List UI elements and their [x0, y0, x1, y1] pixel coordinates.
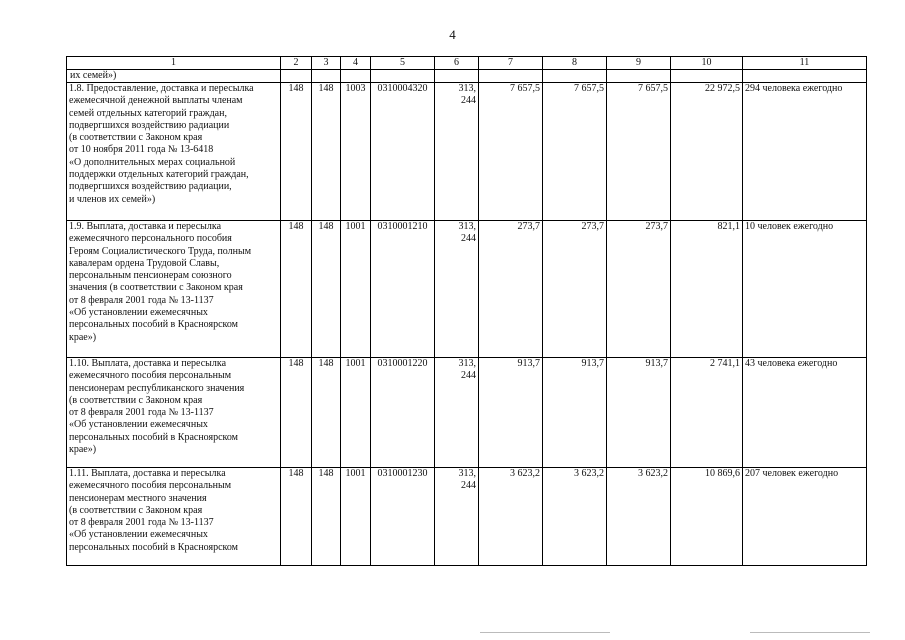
cell-col-9: 273,7	[607, 221, 671, 358]
cell-col-7: 913,7	[479, 358, 543, 468]
cell-col-2: 148	[281, 221, 312, 358]
cell-col-2: 148	[281, 358, 312, 468]
header-col-8: 8	[543, 57, 607, 70]
scan-edge-line	[750, 632, 870, 633]
cell-col-4: 1001	[341, 358, 371, 468]
cell-col-10: 10 869,6	[671, 468, 743, 566]
table-row	[67, 83, 867, 221]
header-row	[67, 57, 867, 70]
row-description: 1.9. Выплата, доставка и пересылка ежемесячного персонального пособия Героям Социалистического Труда, полным кавалерам ордена Трудовой Славы, персональным пенсионерам союзного значения (в соответствии с Законом края от 8 февраля 2001 года № 13-1137 «Об установлении ежемесячных персональных пособий в Красноярском крае»)	[67, 221, 281, 358]
cell-col-2: 148	[281, 468, 312, 566]
cell-col-3: 148	[312, 83, 341, 221]
header-col-9: 9	[607, 57, 671, 70]
cell-col-5: 0310001220	[371, 358, 435, 468]
cell-col-7: 7 657,5	[479, 83, 543, 221]
cell-col-9: 7 657,5	[607, 83, 671, 221]
cell-col-7: 273,7	[479, 221, 543, 358]
cell-col-8: 913,7	[543, 358, 607, 468]
cell-col-6: 313, 244	[435, 83, 479, 221]
cell-col-3: 148	[312, 221, 341, 358]
cell-col-3: 148	[312, 358, 341, 468]
header-col-2: 2	[281, 57, 312, 70]
table-row	[67, 358, 867, 468]
cell-col-8: 273,7	[543, 221, 607, 358]
cell-col-11: 10 человек ежегодно	[743, 221, 867, 358]
cell-col-4: 1001	[341, 221, 371, 358]
cell-col-5: 0310004320	[371, 83, 435, 221]
header-col-6: 6	[435, 57, 479, 70]
continuation-text: их семей»)	[67, 70, 281, 83]
header-col-10: 10	[671, 57, 743, 70]
header-col-4: 4	[341, 57, 371, 70]
cell-col-10: 821,1	[671, 221, 743, 358]
page-number: 4	[449, 27, 456, 42]
cell-col-5: 0310001210	[371, 221, 435, 358]
scan-edge-line	[480, 632, 610, 633]
header-col-3: 3	[312, 57, 341, 70]
cell-col-6: 313, 244	[435, 468, 479, 566]
cell-col-11: 43 человека ежегодно	[743, 358, 867, 468]
cell-col-4: 1001	[341, 468, 371, 566]
cell-col-6: 313, 244	[435, 221, 479, 358]
header-col-1: 1	[67, 57, 281, 70]
cell-col-8: 7 657,5	[543, 83, 607, 221]
header-col-11: 11	[743, 57, 867, 70]
header-col-7: 7	[479, 57, 543, 70]
header-col-5: 5	[371, 57, 435, 70]
cell-col-11: 294 человека ежегодно	[743, 83, 867, 221]
cell-col-9: 3 623,2	[607, 468, 671, 566]
row-description: 1.10. Выплата, доставка и пересылка ежемесячного пособия персональным пенсионерам республиканского значения (в соответствии с Законом края от 8 февраля 2001 года № 13-1137 «Об установлении ежемесячных персональных пособий в Красноярском крае»)	[67, 358, 281, 468]
cell-col-11: 207 человек ежегодно	[743, 468, 867, 566]
cell-col-7: 3 623,2	[479, 468, 543, 566]
row-description: 1.8. Предоставление, доставка и пересылка ежемесячной денежной выплаты членам семей отдельных категорий граждан, подвергшихся воздействию радиации (в соответствии с Законом края от 10 ноября 2011 года № 13-6418 «О дополнительных мерах социальной поддержки отдельных категорий граждан, подвергшихся воздействию радиации, и членов их семей»)	[67, 83, 281, 221]
cell-col-3: 148	[312, 468, 341, 566]
cell-col-10: 2 741,1	[671, 358, 743, 468]
cell-col-5: 0310001230	[371, 468, 435, 566]
cell-col-6: 313, 244	[435, 358, 479, 468]
cell-col-10: 22 972,5	[671, 83, 743, 221]
cell-col-9: 913,7	[607, 358, 671, 468]
row-description: 1.11. Выплата, доставка и пересылка ежемесячного пособия персональным пенсионерам местного значения (в соответствии с Законом края от 8 февраля 2001 года № 13-1137 «Об установлении ежемесячных персональных пособий в Красноярском	[67, 468, 281, 566]
table-row	[67, 468, 867, 566]
cell-col-2: 148	[281, 83, 312, 221]
table-row	[67, 221, 867, 358]
cell-col-8: 3 623,2	[543, 468, 607, 566]
continuation-row	[67, 70, 867, 83]
cell-col-4: 1003	[341, 83, 371, 221]
budget-table	[66, 56, 867, 566]
